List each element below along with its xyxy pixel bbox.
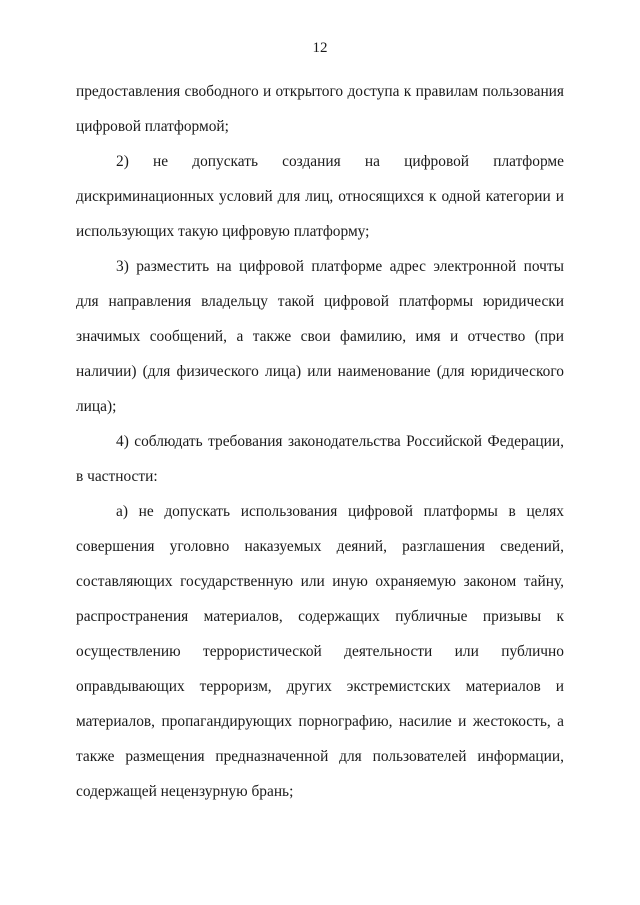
paragraph-continuation: предоставления свободного и открытого доступа к правилам пользования цифровой платформой; xyxy=(76,83,564,135)
paragraph-item-2: 2) не допускать создания на цифровой платформе дискриминационных условий для лиц, относящихся к одной категории и использующих такую цифровую платформу; xyxy=(76,153,564,240)
page-number: 12 xyxy=(312,40,328,56)
paragraph-item-3: 3) разместить на цифровой платформе адрес электронной почты для направления владельцу такой цифровой платформы юридически значимых сообщений, а также свои фамилию, имя и отчество (при наличии) (для физического лица) или наименование (для юридического лица); xyxy=(76,258,564,415)
document-body xyxy=(76,74,564,809)
paragraph-subitem-a: а) не допускать использования цифровой платформы в целях совершения уголовно наказуемых деяний, разглашения сведений, составляющих государственную или иную охраняемую законом тайну, распространения материалов, содержащих публичные призывы к осуществлению террористической деятельности или публично оправдывающих терроризм, других экстремистских материалов и материалов, пропагандирующих порнографию, насилие и жестокость, а также размещения предназначенной для пользователей информации, содержащей нецензурную брань; xyxy=(76,503,564,800)
paragraph-item-4: 4) соблюдать требования законодательства Российской Федерации, в частности: xyxy=(76,433,564,485)
